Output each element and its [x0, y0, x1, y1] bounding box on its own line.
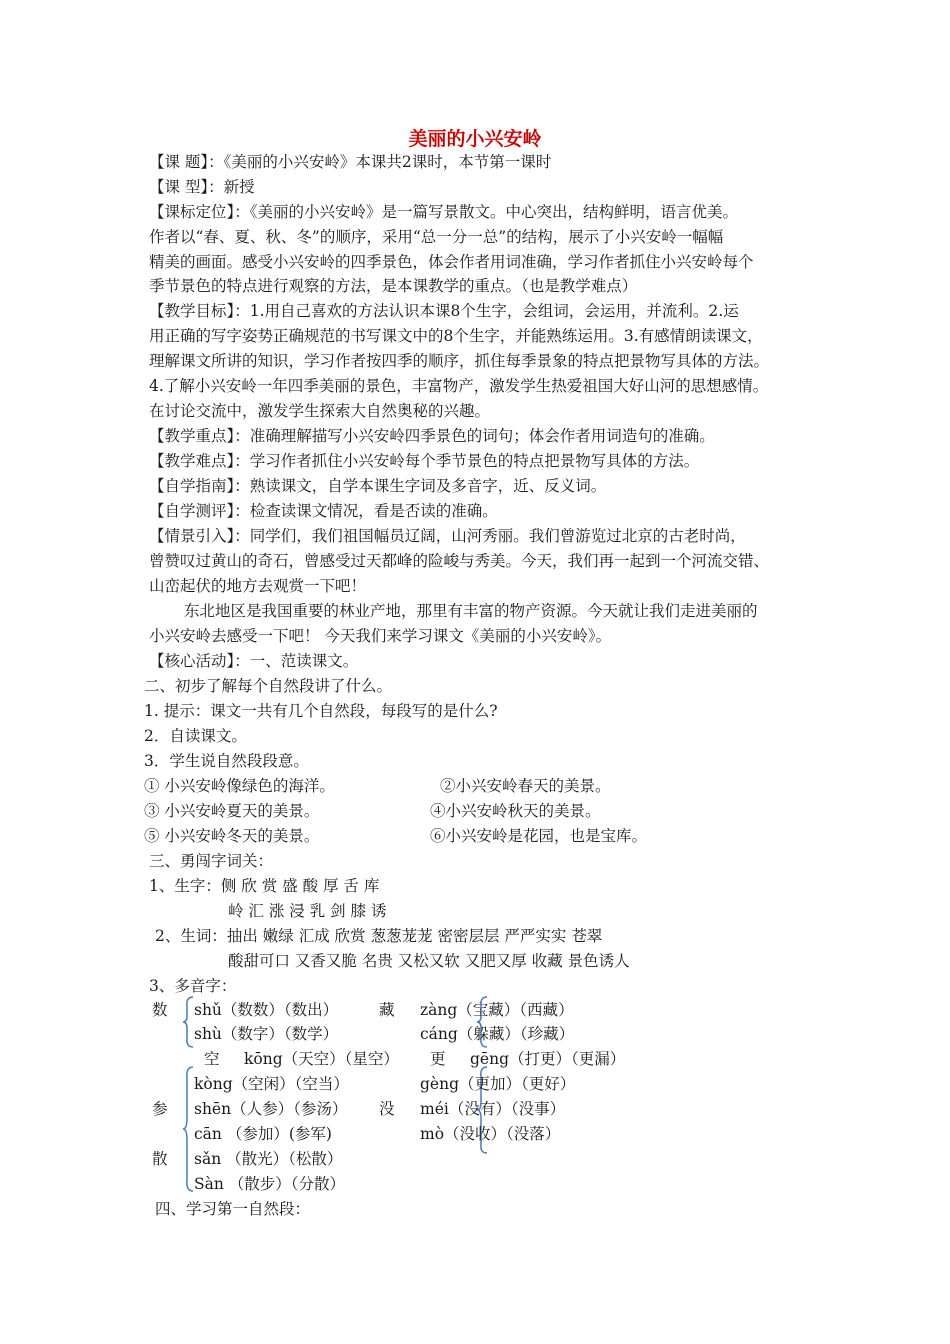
list-item: 2．自读课文。 — [144, 727, 247, 745]
body-line: 山峦起伏的地方去观赏一下吧！ — [149, 577, 367, 595]
paragraph-summary-4: ④小兴安岭秋天的美景。 — [430, 802, 601, 820]
new-characters-line-2: 岭 汇 涨 浸 乳 剑 膝 诱 — [228, 902, 387, 920]
polyphone-kong-4: kòng（空闲）（空当） — [194, 1075, 349, 1093]
body-line: 4.了解小兴安岭一年四季美丽的景色，丰富物产，激发学生热爱祖国大好山河的思想感情。 — [149, 377, 769, 395]
polyphone-char-geng: 更 — [430, 1050, 446, 1068]
polyphone-char-san: 散 — [152, 1150, 168, 1168]
polyphone-kong-1: kōng（天空）（星空） — [244, 1050, 399, 1068]
brace-icon — [182, 1066, 194, 1192]
section-heading-4: 四、学习第一自然段： — [155, 1200, 311, 1218]
body-line: 作者以“春、夏、秋、冬”的顺序，采用“总一分一总”的结构，展示了小兴安岭一幅幅 — [149, 228, 724, 246]
polyphone-shu-4: shù（数字）（数学） — [194, 1025, 339, 1043]
polyphone-heading: 3、多音字： — [149, 977, 237, 995]
polyphone-geng-4: gèng（更加）（更好） — [420, 1075, 576, 1093]
teaching-difficulty-line: 【教学难点】：学习作者抓住小兴安岭每个季节景色的特点把景物写具体的方法。 — [149, 452, 700, 470]
polyphone-char-shu: 数 — [152, 1001, 168, 1019]
paragraph-summary-5: ⑤ 小兴安岭冬天的美景。 — [144, 827, 320, 845]
new-characters-line: 1、生字：侧 欣 赏 盛 酸 厚 舌 库 — [149, 877, 380, 895]
lesson-title-line: 【课 题】：《美丽的小兴安岭》本课共2课时，本节第一课时 — [149, 153, 552, 171]
polyphone-zang: zàng（宝藏）（西藏） — [420, 1001, 574, 1019]
list-item: 1. 提示：课文一共有几个自然段，每段写的是什么? — [144, 702, 498, 720]
paragraph-summary-2: ②小兴安岭春天的美景。 — [440, 777, 611, 795]
polyphone-char-kong: 空 — [204, 1050, 220, 1068]
teaching-focus-line: 【教学重点】：准确理解描写小兴安岭四季景色的词句；体会作者用词造句的准确。 — [149, 427, 715, 445]
document-title: 美丽的小兴安岭 — [408, 128, 542, 150]
section-heading-2: 二、初步了解每个自然段讲了什么。 — [144, 677, 393, 695]
new-words-line-2: 酸甜可口 又香又脆 名贵 又松又软 又肥又厚 收藏 景色诱人 — [228, 952, 630, 970]
teaching-goals-line: 【教学目标】：1.用自己喜欢的方法认识本课8个生字，会组词，会运用，并流利。2.运 — [149, 302, 739, 320]
body-line: 精美的画面。感受小兴安岭的四季景色，体会作者用词准确，学习作者抓住小兴安岭每个 — [149, 253, 754, 271]
body-line: 小兴安岭去感受一下吧！ 今天我们来学习课文《美丽的小兴安岭》。 — [149, 627, 612, 645]
core-activity-line: 【核心活动】：一、范读课文。 — [149, 652, 359, 670]
lesson-type-line: 【课 型】：新授 — [149, 178, 255, 196]
new-words-line: 2、生词：抽出 嫩绿 汇成 欣赏 葱葱茏茏 密密层层 严严实实 苍翠 — [155, 927, 603, 945]
self-study-test-line: 【自学测评】：检查读课文情况，看是否读的准确。 — [149, 502, 498, 520]
polyphone-san-4: Sàn （散步）（分散） — [194, 1175, 346, 1193]
paragraph-summary-3: ③ 小兴安岭夏天的美景。 — [144, 802, 320, 820]
polyphone-char-cang: 藏 — [379, 1001, 395, 1019]
paragraph-summary-1: ① 小兴安岭像绿色的海洋。 — [144, 777, 335, 795]
body-line: 季节景色的特点进行观察的方法，是本课教学的重点。（也是教学难点） — [149, 277, 638, 295]
polyphone-char-mei: 没 — [379, 1100, 395, 1118]
polyphone-char-can: 参 — [152, 1100, 168, 1118]
polyphone-mo: mò（没收）（没落） — [420, 1125, 561, 1143]
self-study-guide-line: 【自学指南】：熟读课文，自学本课生字词及多音字，近、反义词。 — [149, 477, 607, 495]
curriculum-positioning-line: 【课标定位】：《美丽的小兴安岭》是一篇写景散文。中心突出，结构鲜明，语言优美。 — [149, 203, 739, 221]
polyphone-san-3: sǎn （散光）（松散） — [194, 1150, 343, 1168]
scene-intro-line: 【情景引入】：同学们，我们祖国幅员辽阔，山河秀丽。我们曾游览过北京的古老时尚， — [149, 527, 746, 545]
body-line: 东北地区是我国重要的林业产地，那里有丰富的物产资源。今天就让我们走进美丽的 — [184, 602, 758, 620]
section-heading-3: 三、勇闯字词关： — [149, 852, 274, 870]
polyphone-geng-1: gēng（打更）（更漏） — [470, 1050, 626, 1068]
polyphone-can: cān （参加）(参军) — [194, 1125, 332, 1143]
body-line: 在讨论交流中，激发学生探索大自然奥秘的兴趣。 — [149, 402, 491, 420]
paragraph-summary-6: ⑥小兴安岭是花园，也是宝库。 — [430, 827, 648, 845]
body-line: 理解课文所讲的知识，学习作者按四季的顺序，抓住每季景象的特点把景物写具体的方法。 — [149, 352, 770, 370]
polyphone-shen: shēn（人参）（参汤） — [194, 1100, 348, 1118]
brace-icon — [182, 996, 194, 1048]
polyphone-shu-3: shǔ（数数）（数出） — [194, 1001, 339, 1019]
polyphone-mei: méi（没有）（没事） — [420, 1100, 566, 1118]
polyphone-cang: cáng（躲藏）（珍藏） — [420, 1025, 575, 1043]
body-line: 用正确的写字姿势正确规范的书写课文中的8个生字，并能熟练运用。3.有感情朗读课文， — [149, 327, 763, 345]
list-item: 3．学生说自然段段意。 — [144, 752, 309, 770]
body-line: 曾赞叹过黄山的奇石，曾感受过天都峰的险峻与秀美。今天，我们再一起到一个河流交错、 — [149, 552, 770, 570]
